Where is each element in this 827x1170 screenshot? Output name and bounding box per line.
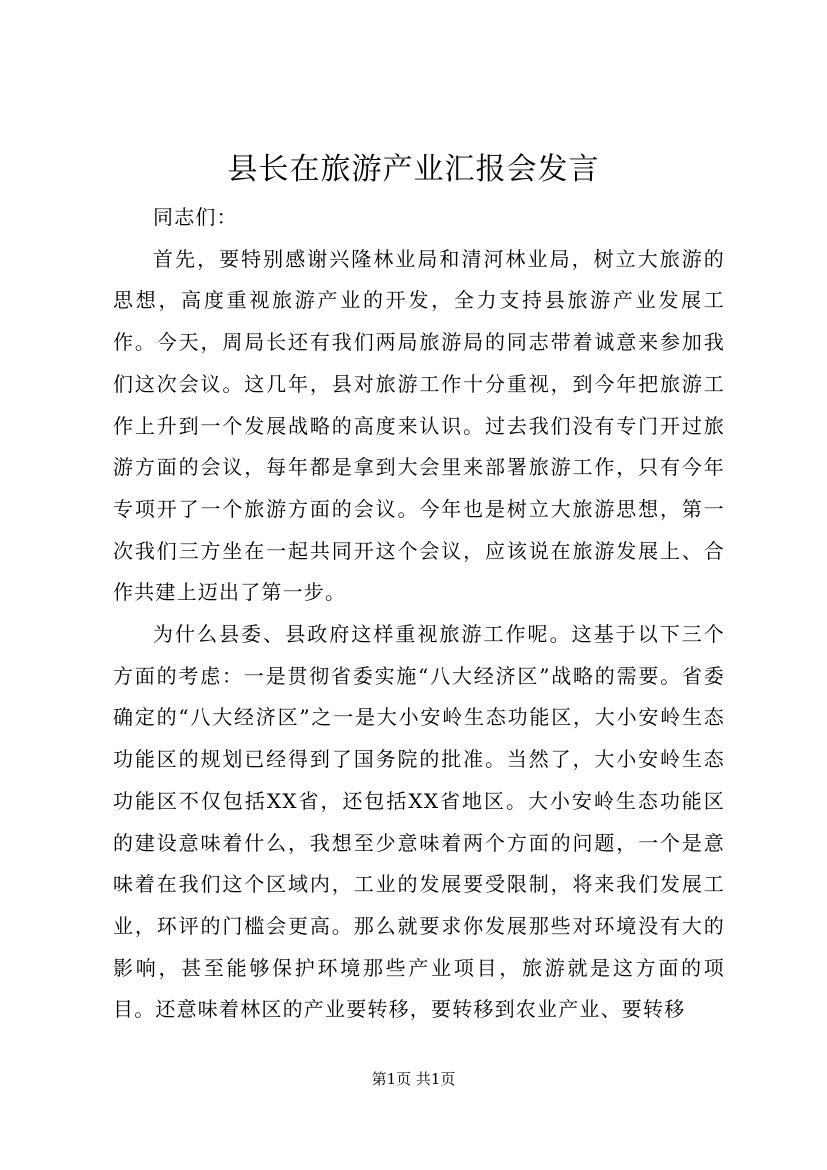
document-body bbox=[113, 197, 725, 1031]
document-title: 县长在旅游产业汇报会发言 bbox=[227, 152, 600, 187]
salutation: 同志们： bbox=[153, 205, 238, 229]
paragraph-2: 为什么县委、县政府这样重视旅游工作呢。这基于以下三个方面的考虑：一是贯彻省委实施“八大经济区”战略的需要。省委确定的“八大经济区”之一是大小安岭生态功能区，大小安岭生态功能区的规划已经得到了国务院的批准。当然了，大小安岭生态功能区不仅包括XX省，还包括XX省地区。大小安岭生态功能区的建设意味着什么，我想至少意味着两个方面的问题，一个是意味着在我们这个区域内，工业的发展要受限制，将来我们发展工业，环评的门槛会更高。那么就要求你发展那些对环境没有大的影响，甚至能够保护环境那些产业项目，旅游就是这方面的项目。还意味着林区的产业要转移，要转移到农业产业、要转移 bbox=[113, 622, 725, 1022]
page-footer: 第1页 共1页 bbox=[371, 1070, 456, 1088]
paragraph-1: 首先，要特别感谢兴隆林业局和清河林业局，树立大旅游的思想，高度重视旅游产业的开发，全力支持县旅游产业发展工作。今天，周局长还有我们两局旅游局的同志带着诚意来参加我们这次会议。这几年，县对旅游工作十分重视，到今年把旅游工作上升到一个发展战略的高度来认识。过去我们没有专门开过旅游方面的会议，每年都是拿到大会里来部署旅游工作，只有今年专项开了一个旅游方面的会议。今年也是树立大旅游思想，第一次我们三方坐在一起共同开这个会议，应该说在旅游发展上、合作共建上迈出了第一步。 bbox=[113, 246, 725, 605]
